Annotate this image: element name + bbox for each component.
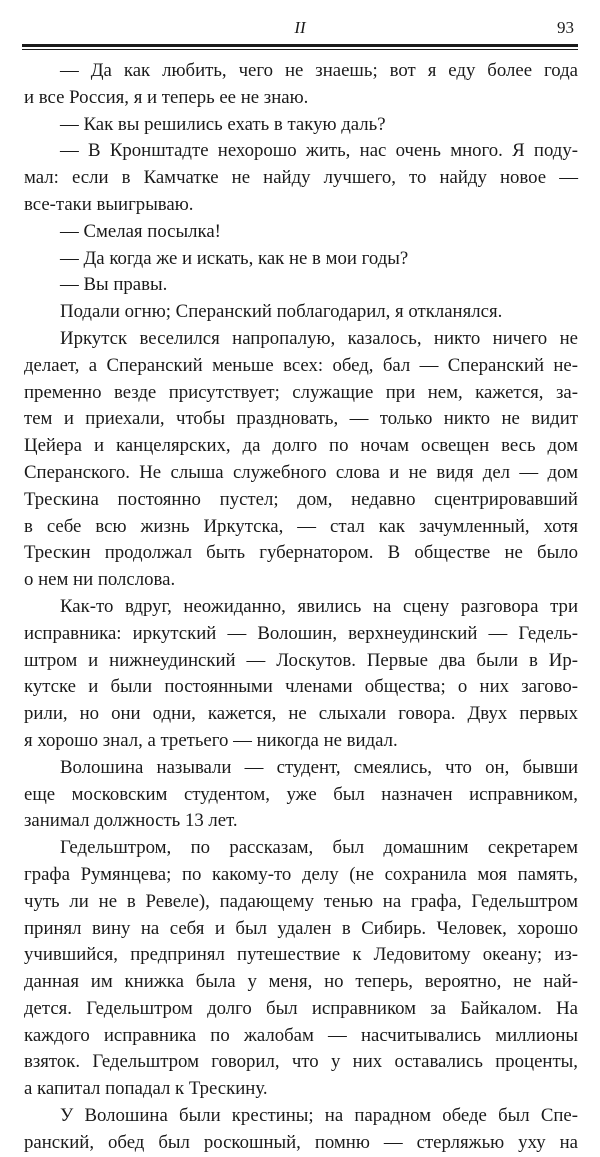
text-line: графа Румянцева; по какому-то делу (не сохранила моя память, bbox=[24, 863, 578, 885]
text-line: тем и приехали, чтобы праздновать, — только никто не видит bbox=[24, 408, 578, 430]
text-line: делает, а Сперанский меньше всех: обед, бал — Сперанский не- bbox=[24, 354, 578, 376]
text-line: Гедельштром, по рассказам, был домашним секретарем bbox=[60, 837, 578, 859]
body-text bbox=[24, 58, 578, 1157]
text-line: — Да как любить, чего не знаешь; вот я еду более года bbox=[60, 60, 578, 81]
text-line: а капитал попадал к Трескину. bbox=[24, 1078, 268, 1100]
text-line: занимал должность 13 лет. bbox=[24, 810, 238, 832]
text-line: Иркутск веселился напропалую, казалось, никто ничего не bbox=[60, 327, 578, 349]
text-line: У Волошина были крестины; на парадном обеде был Спе- bbox=[60, 1105, 578, 1127]
header-rule-thick bbox=[22, 44, 578, 47]
running-header bbox=[22, 14, 578, 44]
text-line: каждого исправника по жалобам — насчитывались миллионы bbox=[24, 1024, 578, 1046]
text-line: исправника: иркутский — Волошин, верхнеудинский — Гедель- bbox=[24, 622, 578, 644]
text-line: принял вину на себя и был удален в Сибирь. Человек, хорошо bbox=[24, 917, 578, 939]
text-line: еще московским студентом, уже был назначен исправником, bbox=[24, 783, 578, 805]
text-line: — В Кронштадте нехорошо жить, нас очень много. Я поду- bbox=[60, 140, 578, 162]
text-line: все-таки выигрываю. bbox=[24, 193, 194, 215]
text-line: и все Россия, я и теперь ее не знаю. bbox=[24, 86, 309, 108]
text-line: взяток. Гедельштром говорил, что у них оставались проценты, bbox=[24, 1051, 578, 1073]
text-line: учившийся, предпринял путешествие к Ледовитому океану; из- bbox=[24, 944, 578, 966]
text-line: Цейера и канцелярских, да долго по ночам освещен весь дом bbox=[24, 435, 578, 457]
text-line: штром и нижнеудинский — Лоскутов. Первые два были в Ир- bbox=[24, 649, 578, 671]
text-line: о нем ни полслова. bbox=[24, 569, 176, 591]
text-line: ранский, обед был роскошный, помню — стерляжью уху на bbox=[24, 1131, 578, 1153]
text-line: рили, но они одни, кажется, не слыхали говора. Двух первых bbox=[24, 703, 578, 725]
text-line: — Да когда же и искать, как не в мои годы? bbox=[60, 247, 409, 269]
section-mark: II bbox=[294, 18, 306, 37]
text-line: Как-то вдруг, неожиданно, явились на сцену разговора три bbox=[60, 595, 578, 617]
text-line: — Как вы решились ехать в такую даль? bbox=[60, 113, 386, 135]
text-line: данная им книжка была у меня, но теперь, вероятно, не най- bbox=[24, 971, 578, 993]
text-line: дется. Гедельштром долго был исправником за Байкалом. На bbox=[24, 997, 578, 1019]
text-line: чуть ли не в Ревеле), падающему тенью на графа, Гедельштром bbox=[24, 890, 578, 912]
text-line: я хорошо знал, а третьего — никогда не видал. bbox=[24, 729, 398, 751]
text-line: Трескин продолжал быть губернатором. В обществе не было bbox=[24, 542, 578, 564]
text-line: — Смелая посылка! bbox=[60, 220, 221, 242]
text-line: мал: если в Камчатке не найду лучшего, то найду новое — bbox=[24, 167, 578, 189]
text-line: Трескина постоянно пустел; дом, недавно сцентрировавший bbox=[24, 488, 578, 510]
text-line: — Вы правы. bbox=[60, 274, 168, 296]
text-line: кутске и были постоянными членами общества; о них загово- bbox=[24, 676, 578, 698]
page-number: 93 bbox=[557, 18, 574, 37]
header-rule-thin bbox=[22, 49, 578, 50]
text-line: Сперанского. Не слыша служебного слова и не видя дел — дом bbox=[24, 461, 578, 483]
text-line: Подали огню; Сперанский поблагодарил, я откланялся. bbox=[60, 301, 503, 323]
text-line: Волошина называли — студент, смеялись, что он, бывши bbox=[60, 756, 578, 778]
text-line: пременно везде присутствует; служащие при нем, кажется, за- bbox=[24, 381, 578, 403]
text-line: в себе всю жизнь Иркутска, — стал как зачумленный, хотя bbox=[24, 515, 578, 537]
